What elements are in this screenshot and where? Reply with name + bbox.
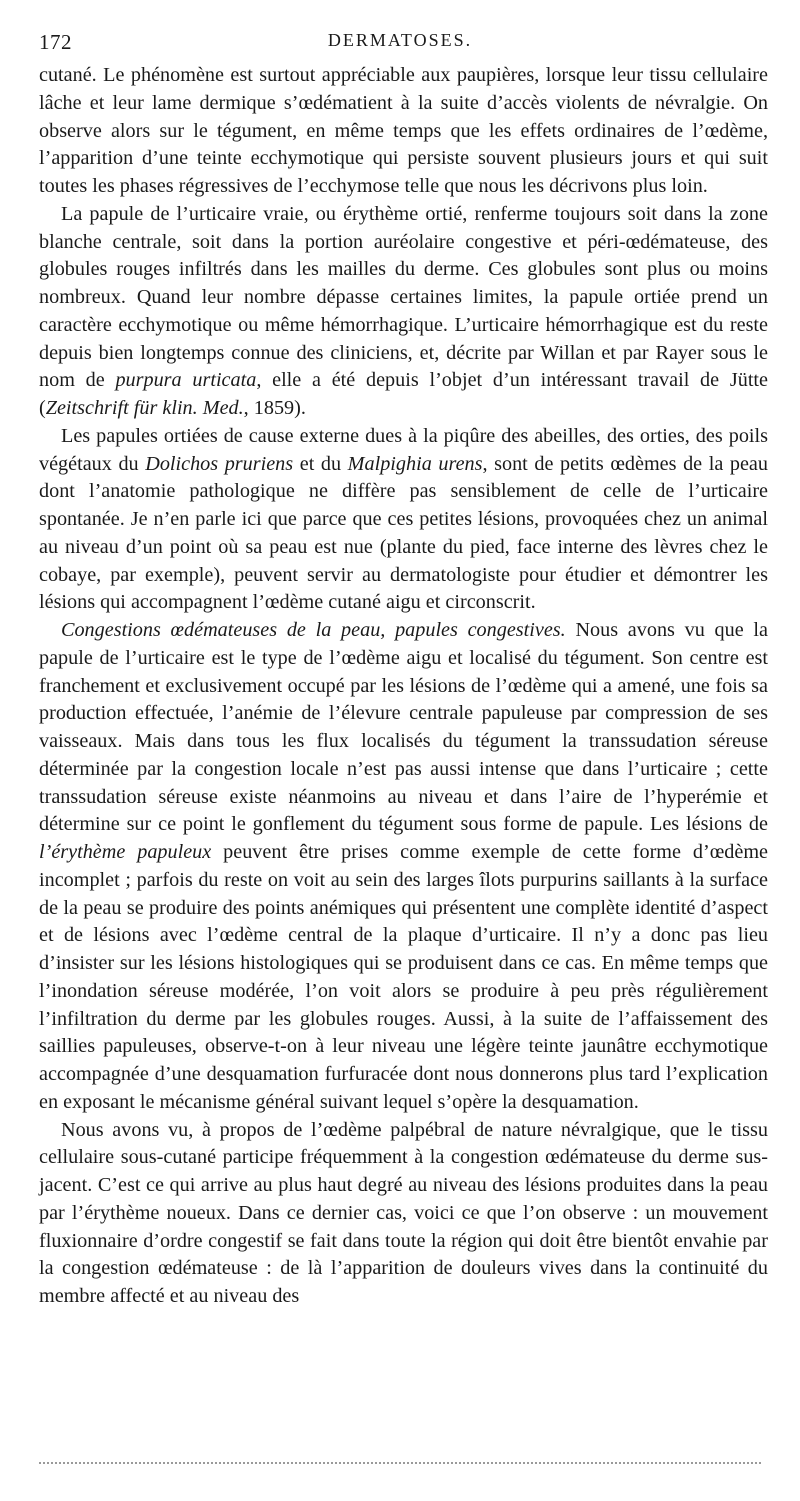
italic-text: Congestions œdémateuses de la peau, papules congestives. bbox=[61, 619, 566, 641]
italic-text: purpura urticata bbox=[115, 369, 257, 392]
text-run: , sont de petits œdèmes de la peau dont l’anatomie pathologique ne diffère pas sensiblement de celle de l’urticaire spontanée. Je n’en parle ici que parce que ces petites lésions, provoquées chez un animal au niveau d’un point où sa peau est nue (plante du pied, face interne des lèvres chez le cobaye, par exemple), peuvent servir au dermatologiste pour étudier et démontrer les lésions qui accompagnent l’œdème cutané aigu et circonscrit. bbox=[39, 452, 768, 614]
paragraph bbox=[39, 62, 768, 201]
footer-dotted-rule bbox=[39, 1462, 761, 1464]
text-run: peuvent être prises comme exemple de cette forme d’œdème incomplet ; parfois du reste on voit au sein des larges îlots purpurins saillants à la surface de la peau se produire des points anémiques qui présentent une complète identité d’aspect et de lésions avec l’œdème central de la plaque d’urticaire. Il n’y a donc pas lieu d’insister sur les lésions histologiques qui se produisent dans ce cas. En même temps que l’inondation séreuse modérée, l’on voit alors se produire à peu près régulièrement l’infiltration du derme par les globules rouges. Aussi, à la suite de l’affaissement des saillies papuleuses, observe-t-on à leur niveau une légère teinte jaunâtre ecchymotique accompagnée d’une desquamation furfuracée dont nous donnerons plus tard l’explication en exposant le mécanisme général suivant lequel s’opère la desquamation. bbox=[39, 841, 768, 1113]
paragraph bbox=[39, 423, 768, 617]
italic-text: Zeitschrift für klin. Med. bbox=[45, 397, 244, 419]
text-run: Nous avons vu que la papule de l’urticaire est le type de l’œdème aigu et localisé du tégument. Son centre est franchement et exclusivement occupé par les lésions de l’œdème qui a amené, une fois sa production effectuée, l’anémie de l’élevure centrale papuleuse par compression de ses vaisseaux. Mais dans tous les flux localisés du tégument la transsudation séreuse déterminée par la congestion locale n’est pas aussi intense que dans l’urticaire ; cette transsudation séreuse existe néanmoins au niveau et dans l’aire de l’hyperémie et détermine sur ce point le gonflement du tégument sous forme de papule. Les lésions de bbox=[39, 619, 768, 836]
text-run: Les papules ortiées de cause externe dues à la piqûre des abeilles, des orties, des poils végétaux du bbox=[39, 424, 768, 475]
italic-text: Dolichos pruriens bbox=[145, 452, 294, 475]
text-run: La papule de l’urticaire vraie, ou érythème ortié, renferme toujours soit dans la zone blanche centrale, soit dans la portion auréolaire congestive et péri-œdémateuse, des globules rouges infiltrés dans les mailles du derme. Ces globules sont plus ou moins nombreux. Quand leur nombre dépasse certaines limites, la papule ortiée prend un caractère ecchymotique ou même hémorrhagique. L’urticaire hémorrhagique est du reste depuis bien longtemps connue des cliniciens, et, décrite par Willan et par Rayer sous le nom de bbox=[39, 202, 768, 392]
text-run: , elle a été depuis l’objet d’un intéressant travail de Jütte ( bbox=[39, 369, 768, 419]
italic-text: l’érythème papuleux bbox=[39, 841, 212, 863]
running-title: DERMATOSES. bbox=[327, 30, 473, 50]
page-number: 172 bbox=[39, 30, 72, 54]
paragraph bbox=[39, 201, 768, 423]
text-run: et du bbox=[293, 452, 348, 475]
body-text bbox=[39, 62, 768, 1311]
italic-text: Malpighia urens bbox=[347, 452, 483, 475]
text-run: cutané. Le phénomène est surtout appréciable aux paupières, lorsque leur tissu cellulaire lâche et leur lame dermique s’œdématient à la suite d’accès violents de névralgie. On observe alors sur le tégument, en même temps que les effets ordinaires de l’œdème, l’apparition d’une teinte ecchymotique qui persiste souvent plusieurs jours et qui suit toutes les phases régressives de l’ecchymose telle que nous les décrivons plus loin. bbox=[39, 64, 768, 197]
text-run: , 1859). bbox=[243, 397, 306, 419]
text-run: Nous avons vu, à propos de l’œdème palpébral de nature névralgique, que le tissu cellulaire sous-cutané participe fréquemment à la congestion œdémateuse du derme sus-jacent. C’est ce qui arrive au plus haut degré au niveau des lésions produites dans la peau par l’érythème noueux. Dans ce dernier cas, voici ce que l’on observe : un mouvement fluxionnaire d’ordre congestif se fait dans toute la région qui doit être bientôt envahie par la congestion œdémateuse : de là l’apparition de douleurs vives dans la continuité du membre affecté et au niveau des bbox=[39, 1118, 768, 1307]
paragraph bbox=[39, 617, 768, 1117]
paragraph bbox=[39, 1117, 768, 1311]
running-head bbox=[39, 30, 761, 60]
